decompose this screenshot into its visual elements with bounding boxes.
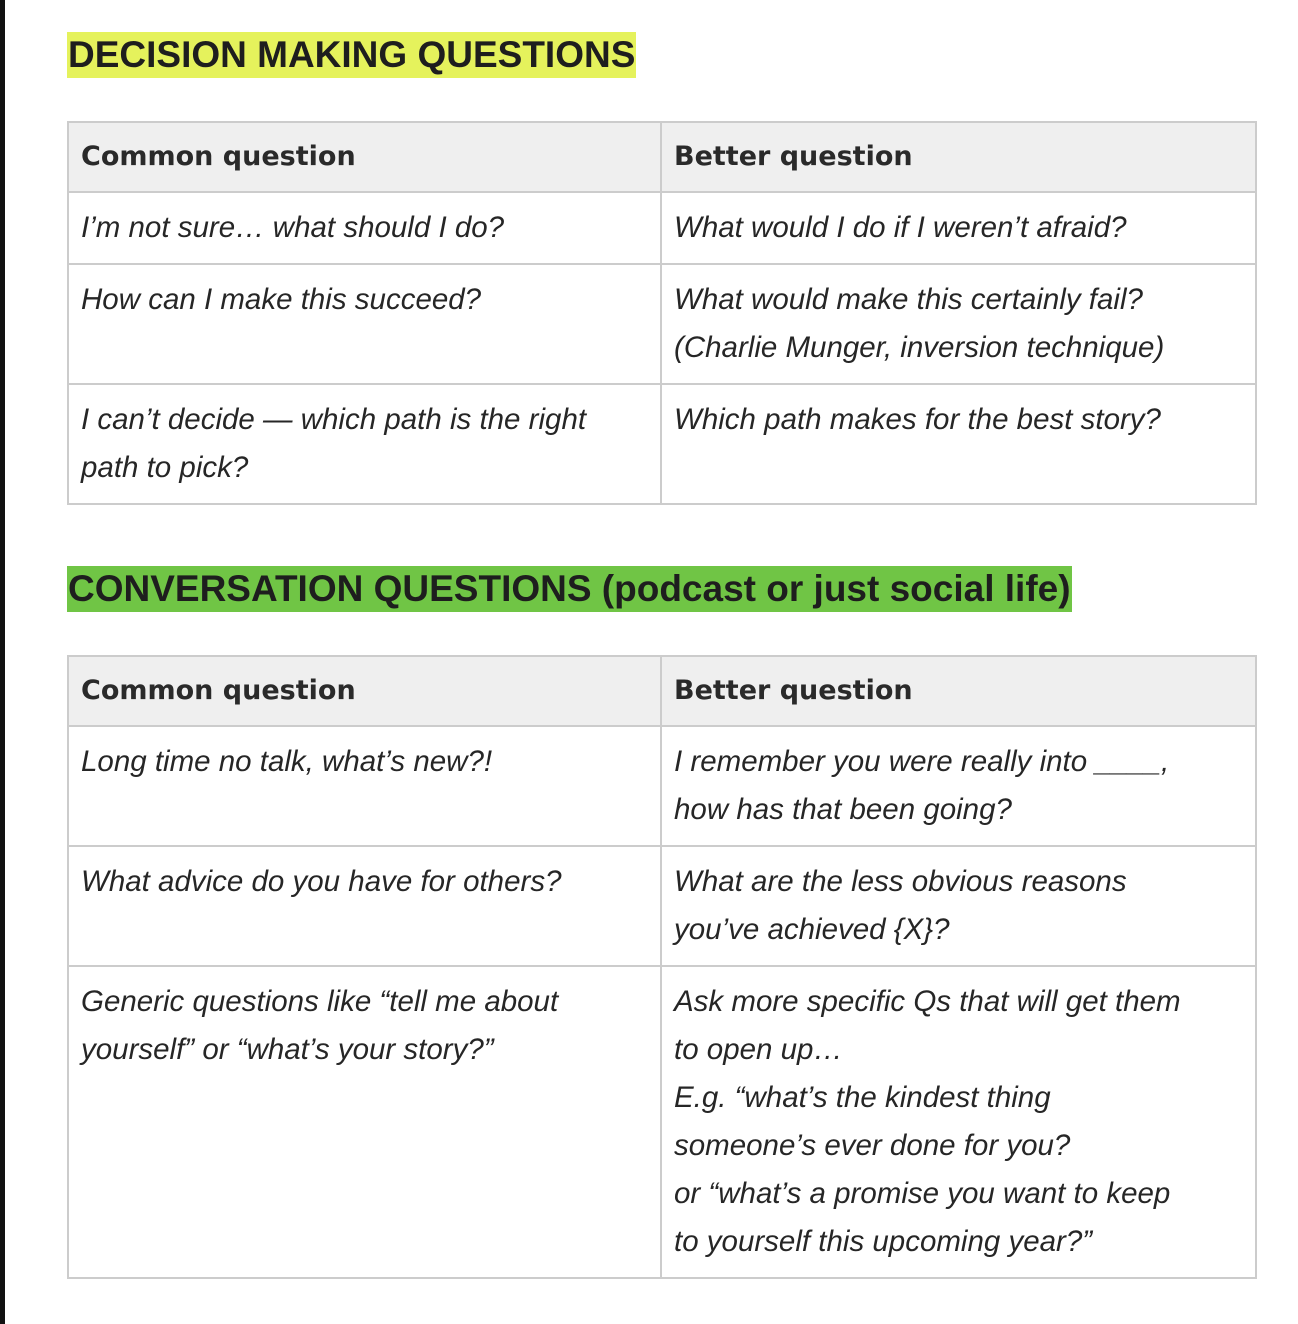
cell-line: or “what’s a promise you want to keep — [674, 1177, 1171, 1210]
better-question-cell — [661, 846, 1256, 966]
conversation-questions-title: CONVERSATION QUESTIONS (podcast or just social life) — [67, 566, 1072, 612]
common-question-cell — [68, 264, 661, 384]
table-header-row — [68, 656, 1256, 726]
cell-line: to yourself this upcoming year?” — [674, 1225, 1093, 1258]
table-row — [68, 846, 1256, 966]
better-question-header: Better question — [661, 122, 1256, 192]
common-question-cell — [68, 192, 661, 264]
cell-line: how has that been going? — [674, 793, 1012, 826]
decision-questions-table — [67, 121, 1257, 505]
cell-line: I can’t decide — which path is the right — [81, 403, 587, 436]
cell-line: (Charlie Munger, inversion technique) — [674, 331, 1165, 364]
table-row — [68, 192, 1256, 264]
table-row — [68, 384, 1256, 504]
cell-line: I’m not sure… what should I do? — [81, 211, 505, 244]
cell-line: to open up… — [674, 1033, 843, 1066]
table-row — [68, 966, 1256, 1278]
table-row — [68, 726, 1256, 846]
common-question-cell — [68, 846, 661, 966]
cell-line: Which path makes for the best story? — [674, 403, 1161, 436]
left-edge-bar — [0, 0, 5, 1324]
better-question-cell — [661, 192, 1256, 264]
cell-line: you’ve achieved {X}? — [674, 913, 950, 946]
better-question-cell — [661, 384, 1256, 504]
cell-line: path to pick? — [81, 451, 249, 484]
cell-line: I remember you were really into ____, — [674, 745, 1170, 778]
cell-line: Generic questions like “tell me about — [81, 985, 559, 1018]
common-question-cell — [68, 966, 661, 1278]
table-row — [68, 264, 1256, 384]
common-question-cell — [68, 384, 661, 504]
cell-line: What advice do you have for others? — [81, 865, 562, 898]
cell-line: What would make this certainly fail? — [674, 283, 1143, 316]
cell-line: Ask more specific Qs that will get them — [674, 985, 1181, 1018]
cell-line: someone’s ever done for you? — [674, 1129, 1071, 1162]
cell-line: What would I do if I weren’t afraid? — [674, 211, 1127, 244]
cell-line: Long time no talk, what’s new?! — [81, 745, 493, 778]
better-question-header: Better question — [661, 656, 1256, 726]
conversation-questions-table — [67, 655, 1257, 1279]
table-header-row — [68, 122, 1256, 192]
common-question-header: Common question — [68, 656, 661, 726]
cell-line: How can I make this succeed? — [81, 283, 482, 316]
decision-making-title: DECISION MAKING QUESTIONS — [67, 32, 636, 78]
common-question-header: Common question — [68, 122, 661, 192]
better-question-cell — [661, 966, 1256, 1278]
better-question-cell — [661, 264, 1256, 384]
cell-line: E.g. “what’s the kindest thing — [674, 1081, 1051, 1114]
cell-line: yourself” or “what’s your story?” — [81, 1033, 494, 1066]
cell-line: What are the less obvious reasons — [674, 865, 1127, 898]
common-question-cell — [68, 726, 661, 846]
better-question-cell — [661, 726, 1256, 846]
